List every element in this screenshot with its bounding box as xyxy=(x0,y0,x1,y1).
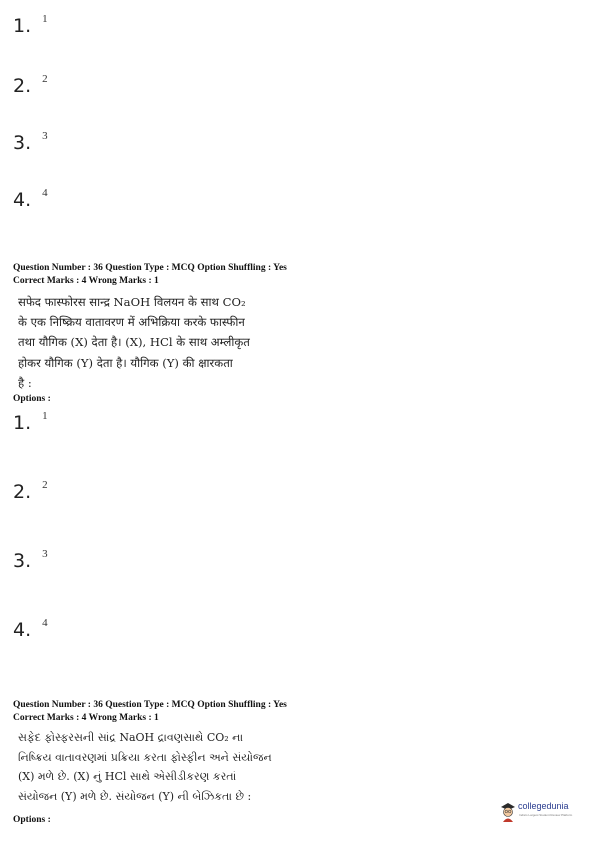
option-row xyxy=(13,548,48,572)
question-line: सफेद फास्फोरस सान्द्र NaOH विलयन के साथ CO₂ xyxy=(18,295,246,309)
question-header xyxy=(13,699,287,724)
option-number: 2. xyxy=(13,481,32,503)
question-text-gujarati xyxy=(18,728,272,806)
mascot-icon xyxy=(499,800,517,824)
question-line: है : xyxy=(18,375,32,390)
options-label: Options : xyxy=(13,394,51,404)
option-row xyxy=(13,410,48,434)
option-row xyxy=(13,479,48,503)
option-row xyxy=(13,130,48,154)
logo-tagline: India's Largest Student Review Platform xyxy=(519,813,573,817)
option-number: 2. xyxy=(13,75,32,97)
option-row xyxy=(13,13,48,37)
option-value: 1 xyxy=(42,410,48,422)
marks-info: Correct Marks : 4 Wrong Marks : 1 xyxy=(13,712,159,723)
option-number: 1. xyxy=(13,15,32,37)
question-header xyxy=(13,262,287,287)
question-info: Question Number : 36 Question Type : MCQ Option Shuffling : Yes xyxy=(13,263,287,273)
question-line: (X) મળે છે. (X) નું HCl સાથે એસીડીકરણ કરતાં xyxy=(18,770,237,783)
question-info: Question Number : 36 Question Type : MCQ Option Shuffling : Yes xyxy=(13,700,287,710)
option-row xyxy=(13,617,48,641)
question-line: નિષ્ક્રિય વાતાવરણમાં પ્રક્રિયા કરતા ફોસ્ફીન અને સંયોજન xyxy=(18,750,272,764)
question-line: होकर यौगिक (Y) देता है। यौगिक (Y) की क्षारकता xyxy=(18,355,233,370)
option-row xyxy=(13,187,48,211)
question-line: સંયોજન (Y) મળે છે. સંયોજન (Y) ની બેઝિકતા છે : xyxy=(18,789,252,803)
question-text-hindi xyxy=(18,292,250,393)
option-value: 1 xyxy=(42,13,48,25)
option-number: 4. xyxy=(13,189,32,211)
option-number: 4. xyxy=(13,619,32,641)
option-value: 4 xyxy=(42,187,48,199)
question-line: के एक निष्क्रिय वातावरण में अभिक्रिया करके फास्फीन xyxy=(18,315,245,330)
collegedunia-logo xyxy=(499,800,589,824)
logo-text: collegedunia xyxy=(518,801,569,811)
question-line: तथा यौगिक (X) देता है। (X), HCl के साथ अम्लीकृत xyxy=(18,335,250,350)
options-label: Options : xyxy=(13,815,51,825)
option-value: 3 xyxy=(42,548,48,560)
option-value: 2 xyxy=(42,73,48,85)
option-row xyxy=(13,73,48,97)
option-number: 1. xyxy=(13,412,32,434)
option-number: 3. xyxy=(13,132,32,154)
question-line: સફેદ ફોસ્ફરસની સાંદ્ર NaOH દ્રાવણસાથે CO₂ ના xyxy=(18,731,244,744)
option-value: 2 xyxy=(42,479,48,491)
marks-info: Correct Marks : 4 Wrong Marks : 1 xyxy=(13,275,159,286)
option-value: 3 xyxy=(42,130,48,142)
option-number: 3. xyxy=(13,550,32,572)
option-value: 4 xyxy=(42,617,48,629)
